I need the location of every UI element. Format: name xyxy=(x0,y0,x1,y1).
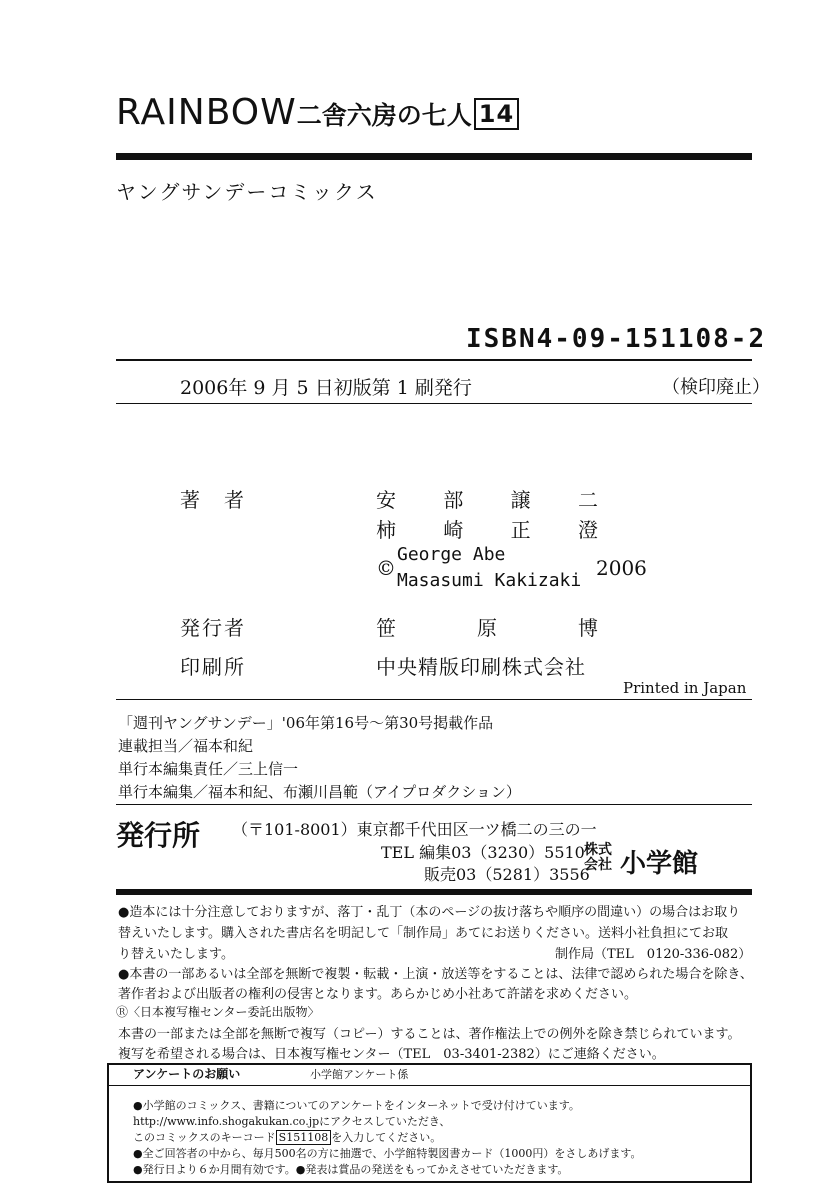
survey-url: http://www.info.shogakukan.co.jpにアクセスしていただき、 xyxy=(133,1115,451,1128)
notice-line: ●造本には十分注意しておりますが、落丁・乱丁（本のページの抜け落ちや順序の間違い）の場合はお取り xyxy=(118,905,741,920)
publisher-label: 発行所 xyxy=(116,819,201,852)
publisher-person-char: 博 xyxy=(578,616,598,640)
title-rule xyxy=(116,153,752,160)
survey-line3-pre: このコミックスのキーコード xyxy=(133,1131,276,1144)
survey-line: ●小学館のコミックス、書籍についてのアンケートをインターネットで受け付けています。 xyxy=(133,1099,580,1112)
book-title xyxy=(116,92,519,133)
isbn-rule xyxy=(116,359,752,361)
notice-line: 替えいたします。購入された書店名を明記して「制作局」あてにお送りください。送料小社負担にてお取 xyxy=(118,926,728,941)
survey-title: アンケートのお願い xyxy=(133,1067,241,1081)
edition-date: 2006年 9 月 5 日初版第 1 刷発行 xyxy=(180,377,472,399)
author-2-char: 柿 xyxy=(376,518,396,542)
publisher-kind xyxy=(584,843,612,873)
publisher-kind-2: 会社 xyxy=(584,857,612,873)
survey-line3-post: を入力してください。 xyxy=(331,1131,442,1144)
notices-rule xyxy=(116,889,752,895)
notice-contact: 制作局（TEL 0120-336-082） xyxy=(555,947,752,962)
keycode: S151108 xyxy=(276,1130,332,1145)
credit-line: 連載担当／福本和紀 xyxy=(118,737,254,755)
volume-badge: 14 xyxy=(474,98,519,130)
series-name: ヤングサンデーコミックス xyxy=(116,180,378,204)
printer-name: 中央精版印刷株式会社 xyxy=(376,655,586,679)
credit-line: 単行本編集責任／三上信一 xyxy=(118,760,299,778)
printed-rule xyxy=(116,699,752,700)
author-1-char: 安 xyxy=(376,488,396,512)
survey-keycode-line xyxy=(133,1129,441,1145)
copyright-name-1: George Abe xyxy=(397,544,506,565)
notice-line: ●本書の一部あるいは全部を無断で複製・転載・上演・放送等をすることは、法律で認められた場合を除き、 xyxy=(118,967,753,982)
copyright-mark: © xyxy=(376,556,396,580)
publisher-person-label: 発行者 xyxy=(180,616,246,640)
credit-line: 単行本編集／福本和紀、布瀬川昌範（アイプロダクション） xyxy=(118,783,521,801)
author-1-char: 二 xyxy=(577,488,598,512)
printed-in: Printed in Japan xyxy=(623,679,747,697)
copyright-year: 2006 xyxy=(596,556,647,580)
printer-label: 印刷所 xyxy=(180,655,246,679)
author-2 xyxy=(376,514,598,543)
notice-line: り替えいたします。 xyxy=(118,947,234,962)
survey-dept: 小学館アンケート係 xyxy=(310,1068,409,1081)
survey-line: ●発行日より６か月間有効です。●発表は賞品の発送をもってかえさせていただきます。 xyxy=(133,1163,569,1176)
publisher-address: （〒101-8001）東京都千代田区一ツ橋二の三の一 xyxy=(232,820,597,839)
jrrc-label: Ⓡ〈日本複写権センター委託出版物〉 xyxy=(116,1005,320,1019)
seal-note: （検印廃止） xyxy=(662,377,770,398)
isbn: ISBN4-09-151108-2 xyxy=(466,324,767,354)
credit-line: 「週刊ヤングサンデー」'06年第16号～第30号掲載作品 xyxy=(118,714,494,732)
copyright-name-2: Masasumi Kakizaki xyxy=(397,570,582,591)
author-2-char: 澄 xyxy=(577,518,598,542)
author-label: 著 者 xyxy=(180,488,246,512)
title-main: RAINBOW xyxy=(116,92,297,133)
credits-rule xyxy=(116,804,752,805)
publisher-person xyxy=(376,612,598,641)
notice-line: 本書の一部または全部を無断で複写（コピー）することは、著作権法上での例外を除き禁じられています。 xyxy=(118,1027,741,1042)
author-2-char: 正 xyxy=(510,518,531,542)
notice-line: 著作者および出版者の権利の侵害となります。あらかじめ小社あて許諾を求めください。 xyxy=(118,987,637,1002)
title-subtitle: 二舎六房の七人 xyxy=(296,101,472,130)
publisher-tel-sales: 販売03（5281）3556 xyxy=(424,865,590,884)
survey-line: ●全ご回答者の中から、毎月500名の方に抽選で、小学館特製図書カード（1000円）をさしあげます。 xyxy=(133,1147,642,1160)
publisher-tel-edit: TEL 編集03（3230）5510 xyxy=(381,843,585,862)
edition-rule xyxy=(116,403,752,404)
publisher-person-char: 原 xyxy=(477,616,497,640)
author-2-char: 崎 xyxy=(443,518,464,542)
publisher-kind-1: 株式 xyxy=(584,842,612,858)
publisher-person-char: 笹 xyxy=(376,616,396,640)
author-1 xyxy=(376,484,598,513)
author-1-char: 部 xyxy=(443,488,464,512)
publisher-name: 小学館 xyxy=(620,849,699,879)
notice-line: 複写を希望される場合は、日本複写権センター（TEL 03-3401-2382）にご連絡ください。 xyxy=(118,1047,665,1062)
author-1-char: 譲 xyxy=(510,488,531,512)
